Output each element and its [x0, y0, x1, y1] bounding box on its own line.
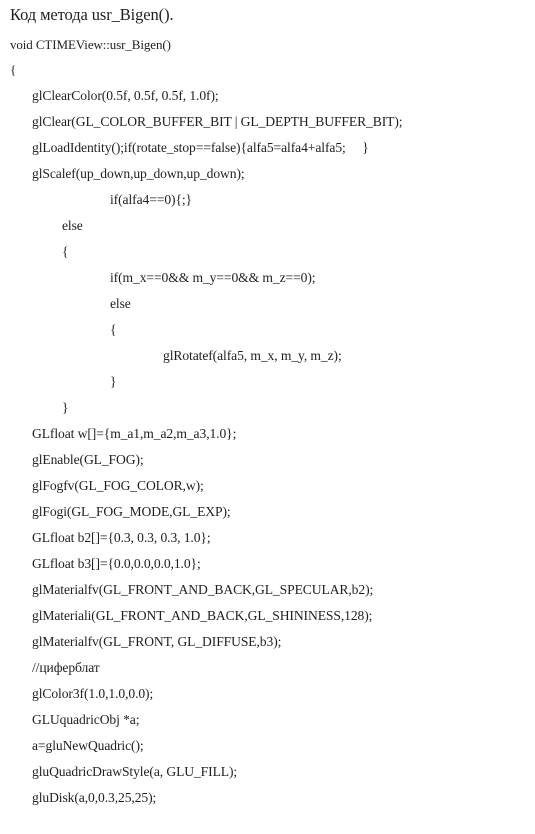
code-line: { — [62, 244, 69, 259]
code-line: } — [110, 374, 117, 389]
code-line: GLfloat b2[]={0.3, 0.3, 0.3, 1.0}; — [32, 530, 211, 545]
code-line: glColor3f(1.0,1.0,0.0); — [32, 686, 154, 701]
code-line: glMaterialfv(GL_FRONT_AND_BACK,GL_SPECULAR,b2); — [32, 582, 374, 597]
code-line: glMateriali(GL_FRONT_AND_BACK,GL_SHININESS,128); — [32, 608, 373, 623]
open-brace: { — [10, 62, 17, 77]
code-line: glLoadIdentity();if(rotate_stop==false){alfa5=alfa4+alfa5; } — [32, 140, 369, 155]
code-line: a=gluNewQuadric(); — [32, 738, 144, 753]
code-line: if(m_x==0&& m_y==0&& m_z==0); — [110, 270, 316, 285]
code-line: glEnable(GL_FOG); — [32, 452, 144, 467]
code-line: glFogi(GL_FOG_MODE,GL_EXP); — [32, 504, 231, 519]
code-line: gluDisk(a,0,0.3,25,25); — [32, 790, 157, 805]
code-line: GLUquadricObj *a; — [32, 712, 140, 727]
code-line: glScalef(up_down,up_down,up_down); — [32, 166, 245, 181]
code-line: glFogfv(GL_FOG_COLOR,w); — [32, 478, 204, 493]
code-line: glRotatef(alfa5, m_x, m_y, m_z); — [163, 348, 342, 363]
document-title: Код метода usr_Bigen(). — [10, 5, 174, 24]
code-line: glClear(GL_COLOR_BUFFER_BIT | GL_DEPTH_BUFFER_BIT); — [32, 114, 403, 129]
code-line: { — [110, 322, 117, 337]
code-line: glMaterialfv(GL_FRONT, GL_DIFFUSE,b3); — [32, 634, 282, 649]
code-line: else — [110, 296, 131, 311]
code-line: } — [62, 400, 69, 415]
code-line: gluQuadricDrawStyle(a, GLU_FILL); — [32, 764, 238, 779]
code-line: if(alfa4==0){;} — [110, 192, 192, 207]
function-signature: void CTIMEView::usr_Bigen() — [10, 37, 171, 52]
code-line: GLfloat w[]={m_a1,m_a2,m_a3,1.0}; — [32, 426, 237, 441]
code-line: glClearColor(0.5f, 0.5f, 0.5f, 1.0f); — [32, 88, 219, 103]
code-comment: //циферблат — [32, 660, 100, 675]
code-line: else — [62, 218, 83, 233]
code-line: GLfloat b3[]={0.0,0.0,0.0,1.0}; — [32, 556, 201, 571]
